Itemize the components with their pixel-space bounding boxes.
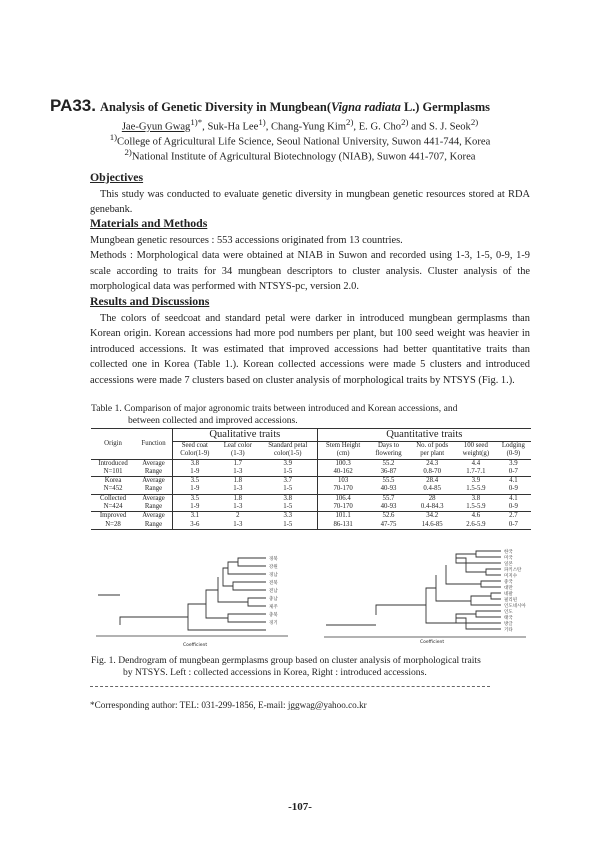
methods-line-2: Methods : Morphological data were obtained at NIAB in Suwon and recorded using 1-3, 1-5, 0-9, 1-9 scale according to traits for 34 mungbean descriptors to cluster analysis. Cluster analysis of the morphological data was performed with NTSYS-pc, version 2.0. <box>90 250 530 293</box>
group-quantitative: Quantitative traits <box>317 429 531 442</box>
table-cell: 0-9 <box>508 485 518 493</box>
col-header-line: 100 seed <box>463 442 488 449</box>
table-cell: 1-3 <box>233 503 243 511</box>
table-cell: 55.5 <box>369 477 409 486</box>
author-sup: 1)* <box>190 117 203 127</box>
col-header-line: flowering <box>375 450 402 458</box>
table-cell: 4.4 <box>471 459 481 467</box>
table-cell: 28 <box>408 494 456 503</box>
author: and S. J. Seok <box>408 121 471 133</box>
table-caption-line-2: between collected and improved accessions. <box>128 414 298 426</box>
table-cell: 1.5-5.9 <box>466 485 486 493</box>
table-cell: 103 <box>317 477 368 486</box>
table-cell: 106.4 <box>317 494 368 503</box>
author-sup: 2) <box>470 117 479 127</box>
page-number: -107- <box>288 801 312 813</box>
table-cell: 0-9 <box>508 503 518 511</box>
col-header-line: weight(g) <box>462 450 490 458</box>
table-cell: 52.6 <box>369 512 409 521</box>
author-sup: 2) <box>401 117 409 127</box>
methods-heading: Materials and Methods <box>90 216 208 230</box>
cell-function: Range <box>144 467 163 475</box>
leaf-label: 기타 <box>504 628 513 633</box>
table-cell: 14.6-85 <box>408 521 456 530</box>
table-row <box>91 512 531 521</box>
col-header-line: (0-9) <box>506 450 521 458</box>
table-caption-line-1: Table 1. Comparison of major agronomic traits between introduced and Korean accessions, and <box>91 403 458 414</box>
results-text: The colors of seedcoat and standard petal were darker in introduced mungbean germplasms than Korean origin. Korean accessions had more pod numbers per plant, but 100 seed weight was heavier in introduced accessions. It was estimated that improved accessions had better quantitative traits than collected one in Korea (Table 1.). Korean collected accessions were made 5 clusters and introduced accessions were made 7 clusters based on cluster analysis of morphological traits by NTSYS (Fig. 1.). <box>90 313 530 386</box>
author: , Chang-Yung Kim <box>265 121 347 133</box>
table-cell: 1-3 <box>233 485 243 493</box>
leaf-label: 한국 <box>504 550 513 555</box>
title-italic: Vigna radiata <box>330 100 401 114</box>
dendrogram-left-tree <box>98 558 266 630</box>
table-cell: 3.8 <box>456 494 496 503</box>
left-axis-label: Coefficient <box>183 643 208 648</box>
table-cell: 2.7 <box>496 512 531 521</box>
table-cell: 4.1 <box>496 477 531 486</box>
leaf-label: 경남 <box>269 573 278 578</box>
leaf-label: 방글 <box>504 622 513 627</box>
table-cell: 36-87 <box>380 467 397 475</box>
table-cell: 100.3 <box>317 459 368 468</box>
objectives-text: This study was conducted to evaluate genetic diversity in mungbean genetic resources stored at RDA genebank. <box>90 189 530 216</box>
table-cell: 4.6 <box>456 512 496 521</box>
table-cell: 4.1 <box>496 494 531 503</box>
table-cell: 0.8-70 <box>423 467 441 475</box>
leaf-label: 필리핀 <box>504 598 518 603</box>
table-cell: 2.6-5.9 <box>456 521 496 530</box>
cell-function: Range <box>144 503 163 511</box>
affiliation-1 <box>60 132 540 148</box>
table-cell: 0-7 <box>496 521 531 530</box>
col-header <box>217 442 259 460</box>
table-cell: 40-93 <box>380 485 397 493</box>
author: , E. G. Cho <box>353 121 402 133</box>
col-header <box>456 442 496 460</box>
col-header-line: Stem Height <box>326 442 361 449</box>
table-cell: 40-93 <box>380 503 397 511</box>
table-cell: 0.4-85 <box>423 485 441 493</box>
dendrogram-right-leaves <box>504 548 526 633</box>
cell-origin: Improved <box>91 512 135 521</box>
col-origin: Origin <box>91 429 135 460</box>
table-cell: 70-170 <box>317 485 368 494</box>
col-header <box>317 442 368 460</box>
table-cell: 3-6 <box>172 521 216 530</box>
cell-origin: Introduced <box>98 459 128 467</box>
col-header <box>496 442 531 460</box>
cell-origin: N=452 <box>103 485 123 493</box>
table-cell: 28.4 <box>408 477 456 486</box>
table-cell: 1-5 <box>259 521 317 530</box>
table-cell: 1-5 <box>283 467 293 475</box>
cell-function: Average <box>142 459 165 467</box>
leaf-label: 중국 <box>504 580 513 585</box>
figure-caption-line-2: by NTSYS. Left : collected accessions in Korea, Right : introduced accessions. <box>123 666 427 678</box>
table-cell: 3.8 <box>172 459 216 468</box>
col-header-line: color(1-5) <box>274 450 302 458</box>
results-heading: Results and Discussions <box>90 294 210 308</box>
leaf-label: 네팔 <box>504 592 513 597</box>
aff-text: College of Agricultural Life Science, Seoul National University, Suwon 441-744, Korea <box>117 136 491 148</box>
col-header-line: Days to <box>378 442 399 449</box>
col-header-line: Standard petal <box>268 442 308 449</box>
paper-title <box>50 96 570 116</box>
col-header-line: Leaf color <box>223 442 252 449</box>
leaf-label: 충북 <box>269 613 278 618</box>
leaf-label: 파키스탄 <box>504 568 522 573</box>
leaf-label: 제주 <box>269 605 278 610</box>
table-cell: 70-170 <box>317 503 368 512</box>
author-sup: 1) <box>258 117 266 127</box>
table-cell: 86-131 <box>317 521 368 530</box>
table-cell: 55.7 <box>369 494 409 503</box>
table-cell: 1.8 <box>217 494 259 503</box>
col-header-line: Seed coat <box>181 442 208 449</box>
aff-text: National Institute of Agricultural Biotechnology (NIAB), Suwon 441-707, Korea <box>131 151 476 163</box>
corresponding-author: *Corresponding author: TEL: 031-299-1856, E-mail: jggwag@yahoo.co.kr <box>90 700 367 710</box>
table-cell: 1-9 <box>172 468 216 477</box>
table-cell: 3.9 <box>283 459 293 467</box>
cell-function: Range <box>135 521 172 530</box>
leaf-label: 인도네시아 <box>504 604 526 609</box>
table-cell: 1-3 <box>217 521 259 530</box>
leaf-label: 전북 <box>269 581 278 586</box>
title-end: L.) Germplasms <box>400 100 490 114</box>
dendrogram-left <box>88 540 303 640</box>
aff-sup: 2) <box>124 147 132 157</box>
leaf-label: 경북 <box>269 557 278 562</box>
table-row <box>91 494 531 503</box>
table-1 <box>91 428 531 530</box>
group-qualitative: Qualitative traits <box>172 429 317 442</box>
table-cell: 0.4-84.3 <box>420 503 444 511</box>
cell-function: Average <box>135 477 172 486</box>
table-row <box>91 459 531 468</box>
table-cell: 3.3 <box>259 512 317 521</box>
leaf-label: 대만 <box>504 586 513 591</box>
leaf-label: 일본 <box>504 562 513 567</box>
col-header-line: (1-3) <box>231 450 245 458</box>
cell-function: Average <box>135 494 172 503</box>
col-header <box>369 442 409 460</box>
leaf-label: 전남 <box>269 589 278 594</box>
table-cell: 3.9 <box>456 477 496 486</box>
col-header-line: Color(1-9) <box>180 450 210 458</box>
table-cell: 3.8 <box>259 494 317 503</box>
cell-function: Average <box>135 512 172 521</box>
methods-body <box>90 233 530 295</box>
table-cell: 0-7 <box>508 467 518 475</box>
leaf-label: 충남 <box>269 597 278 602</box>
dendrogram-right <box>316 545 538 645</box>
col-header-line: (cm) <box>336 450 350 458</box>
table-cell: 1.8 <box>217 477 259 486</box>
table-cell: 3.1 <box>172 512 216 521</box>
col-header-line: No. of pods <box>416 442 449 449</box>
figure-caption <box>91 655 551 678</box>
table-cell: 40-162 <box>317 468 368 477</box>
table-cell: 1.7 <box>233 459 243 467</box>
title-text: Analysis of Genetic Diversity in Mungbean( <box>100 100 331 114</box>
authors <box>60 117 540 133</box>
author-first: Jae-Gyun Gwag <box>121 121 191 133</box>
table-row <box>91 521 531 530</box>
table-cell: 1-9 <box>172 485 216 494</box>
leaf-label: 태국 <box>504 616 513 621</box>
table-cell: 3.5 <box>172 477 216 486</box>
col-function: Function <box>135 429 172 460</box>
objectives-heading: Objectives <box>90 170 144 184</box>
cell-origin: N=101 <box>103 467 123 475</box>
table-cell: 24.3 <box>426 459 439 467</box>
col-header-line: per plant <box>420 450 445 458</box>
table-cell: 3.5 <box>172 494 216 503</box>
aff-sup: 1) <box>109 132 118 142</box>
table-cell: 1-3 <box>233 467 243 475</box>
footnote-divider <box>90 686 490 687</box>
table-cell: 55.2 <box>382 459 395 467</box>
dendrogram-right-tree <box>326 551 501 629</box>
right-axis-label: Coefficient <box>420 640 445 645</box>
table-cell: 1-5 <box>283 503 293 511</box>
col-header <box>408 442 456 460</box>
cell-origin: Collected <box>91 494 135 503</box>
table-row <box>91 477 531 486</box>
author: , Suk-Ha Lee <box>202 121 259 133</box>
table-caption <box>91 403 541 426</box>
abstract-code: PA33. <box>50 96 96 115</box>
table-cell: 1.5-5.9 <box>466 503 486 511</box>
leaf-label: 미지수 <box>504 574 518 579</box>
table-cell: 101.1 <box>317 512 368 521</box>
table-body <box>91 459 531 529</box>
author-sup: 2) <box>346 117 354 127</box>
col-header-line: Lodging <box>501 442 525 449</box>
table-cell: 34.2 <box>408 512 456 521</box>
cell-origin: N=424 <box>103 503 123 511</box>
table-cell: 2 <box>217 512 259 521</box>
affiliation-2 <box>60 147 540 163</box>
methods-line-1: Mungbean genetic resources : 553 accessions originated from 13 countries. <box>90 235 403 246</box>
table-cell: 3.9 <box>509 459 518 467</box>
col-header <box>172 442 216 460</box>
figure-caption-line-1: Fig. 1. Dendrogram of mungbean germplasms group based on cluster analysis of morphological traits <box>91 655 481 666</box>
col-header <box>259 442 317 460</box>
leaf-label: 경기 <box>269 621 278 626</box>
table-header-row <box>91 429 531 442</box>
cell-function: Range <box>144 485 163 493</box>
cell-origin: N=28 <box>91 521 135 530</box>
table-row <box>91 468 531 477</box>
table-cell: 3.7 <box>259 477 317 486</box>
table-cell: 1-9 <box>172 503 216 512</box>
cell-origin: Korea <box>91 477 135 486</box>
leaf-label: 강원 <box>269 565 278 570</box>
dendrogram-left-leaves <box>269 555 278 626</box>
table-row <box>91 503 531 512</box>
leaf-label: 미국 <box>504 556 513 561</box>
table-cell: 47-75 <box>369 521 409 530</box>
table-row <box>91 485 531 494</box>
leaf-label: 인도 <box>504 610 513 615</box>
table-cell: 1.7-7.1 <box>466 467 486 475</box>
table-cell: 1-5 <box>283 485 293 493</box>
